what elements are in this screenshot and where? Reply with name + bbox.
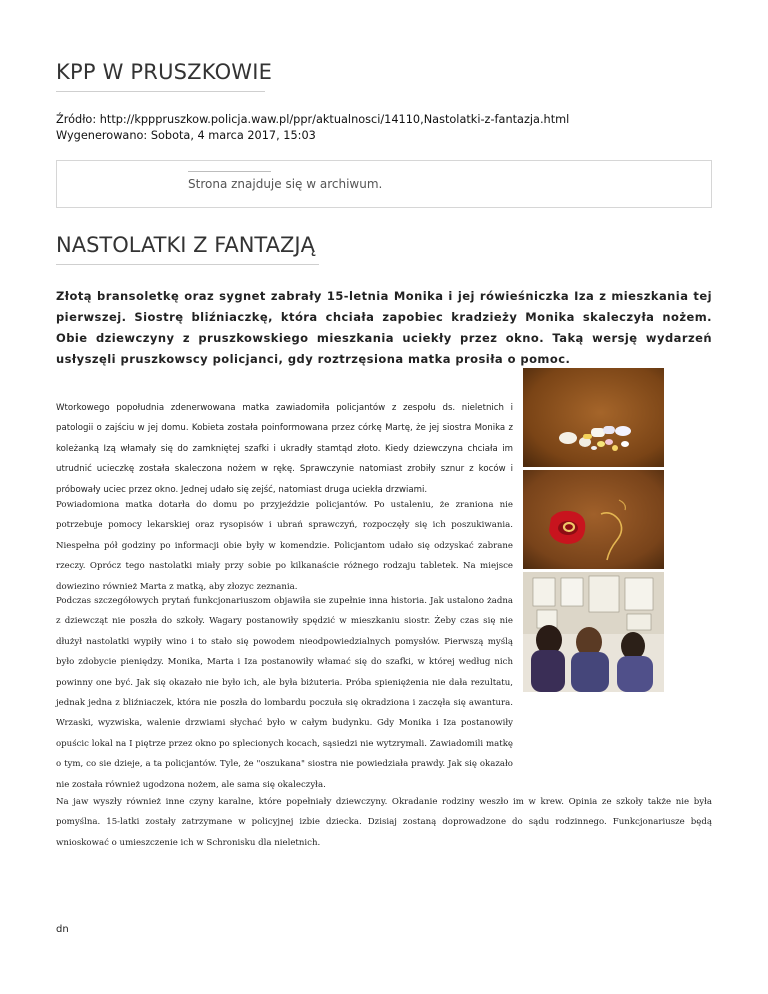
site-title-underline bbox=[56, 91, 265, 92]
source-url: Źródło: http://kpppruszkow.policja.waw.pl/ppr/aktualnosci/14110,Nastolatki-z-fantazja.html bbox=[56, 113, 570, 126]
photo-pills-on-table bbox=[523, 368, 664, 467]
article-paragraph-3: Podczas szczegółowych prytań funkcjonariuszom objawiła sie zupełnie inna historia. Jak ustalono żadna z dziewcząt nie poszła do szkoły. Wagary postanowiły spędzić w mieszkaniu siostr. Żeby czas się nie dłużył nastolatki wypiły wino i to stało się powodem nieodpowiedzialnych pomysłów. Pierwszą myślą było zdobycie pieniędzy. Monika, Marta i Iza postanowiły włamać się do szafki, w której według nich powinny one być. Jak się okazało nie było ich, ale była biżuteria. Próba spieniężenia nie dała rezultatu, jednak jedna z bliźniaczek, która nie poszła do lombardu poczuła się okradziona i zaczęła się awantura. Wrzaski, wyzwiska, walenie drzwiami słychać było w całym budynku. Gdy Monika i Iza postanowiły opuścic lokal na I piętrze przez okno po splecionych kocach, sąsiedzi nie wytzrymali. Zawiadomili matkę o tym, co sie dzieje, a ta policjantów. Tyle, że "oszukana" siostra nie powiedziała prawdy. Jak się okazało nie została również ugodzona nożem, ale sama się okaleczyła. bbox=[56, 596, 513, 790]
archive-notice-box bbox=[56, 160, 712, 208]
article-title: NASTOLATKI Z FANTAZJĄ bbox=[56, 233, 315, 257]
site-title: KPP W PRUSZKOWIE bbox=[56, 60, 273, 84]
article-lead: Złotą bransoletkę oraz sygnet zabrały 15-letnia Monika i jej rówieśniczka Iza z mieszkania tej pierwszej. Siostrę bliźniaczkę, która chciała zapobiec kradzieży Monika skaleczyła nożem. Obie dziewczyny z pruszkowskiego mieszkania uciekły przez okno. Taką wersję wydarzeń usłyszęli pruszkowscy policjanci, gdy roztrzęsiona matka prosiła o pomoc. bbox=[56, 289, 712, 366]
article-title-underline bbox=[56, 264, 319, 265]
article-paragraph-1: Wtorkowego popołudnia zdenerwowana matka zawiadomiła policjantów z zespołu ds. nieletnich i patologii o zajściu w jej domu. Kobieta została poinformowana przez córkę Martę, że jej siostra Monika z koleżanką Izą włamały się do zamkniętej szafki i ukradły stamtąd złoto. Kiedy dziewczyna chciała im utrudnić ucieczkę została skaleczona nożem w rękę. Sprawczynie natomiast zrobiły sznur z koców i próbowały uciec przez okno. Jednej udało się zejść, natomiast druga uciekła drzwiami. bbox=[56, 403, 513, 495]
article-paragraph-4: Na jaw wyszły również inne czyny karalne, które popełniały dziewczyny. Okradanie rodziny weszło im w krew. Opinia ze szkoły także nie była pomyślna. 15-latki zostały zatrzymane w policyjnej izbie dziecka. Dzisiaj zostaną doprowadzone do sądu rodzinnego. Funkcjonariusze będą wnioskować o umieszczenie ich w Schronisku dla nieletnich. bbox=[56, 797, 712, 848]
archive-notice-divider bbox=[188, 171, 271, 172]
photo-girls-at-police-station bbox=[523, 572, 664, 692]
archive-notice-text: Strona znajduje się w archiwum. bbox=[188, 177, 383, 191]
article-paragraph-2: Powiadomiona matka dotarła do domu po przyjeździe policjantów. Po ustaleniu, że zraniona nie potrzebuje pomocy lekarskiej oraz rysopisów i ubrań sprawczyń, rozpoczęły się ich poszukiwania. Niespełna pół godziny po informacji obie były w komendzie. Policjantom udało się odzyskać zabrane rzeczy. Oprócz tego nastolatki miały przy sobie po kilkanaście różnego rodzaju tabletek. Na miejsce dowiezino również Marta z matką, aby złozyc zeznania. bbox=[56, 500, 513, 592]
print-meta bbox=[56, 112, 569, 144]
generated-date: Wygenerowano: Sobota, 4 marca 2017, 15:03 bbox=[56, 129, 316, 142]
author-signature: dn bbox=[56, 924, 69, 935]
photo-jewelry-box bbox=[523, 470, 664, 569]
